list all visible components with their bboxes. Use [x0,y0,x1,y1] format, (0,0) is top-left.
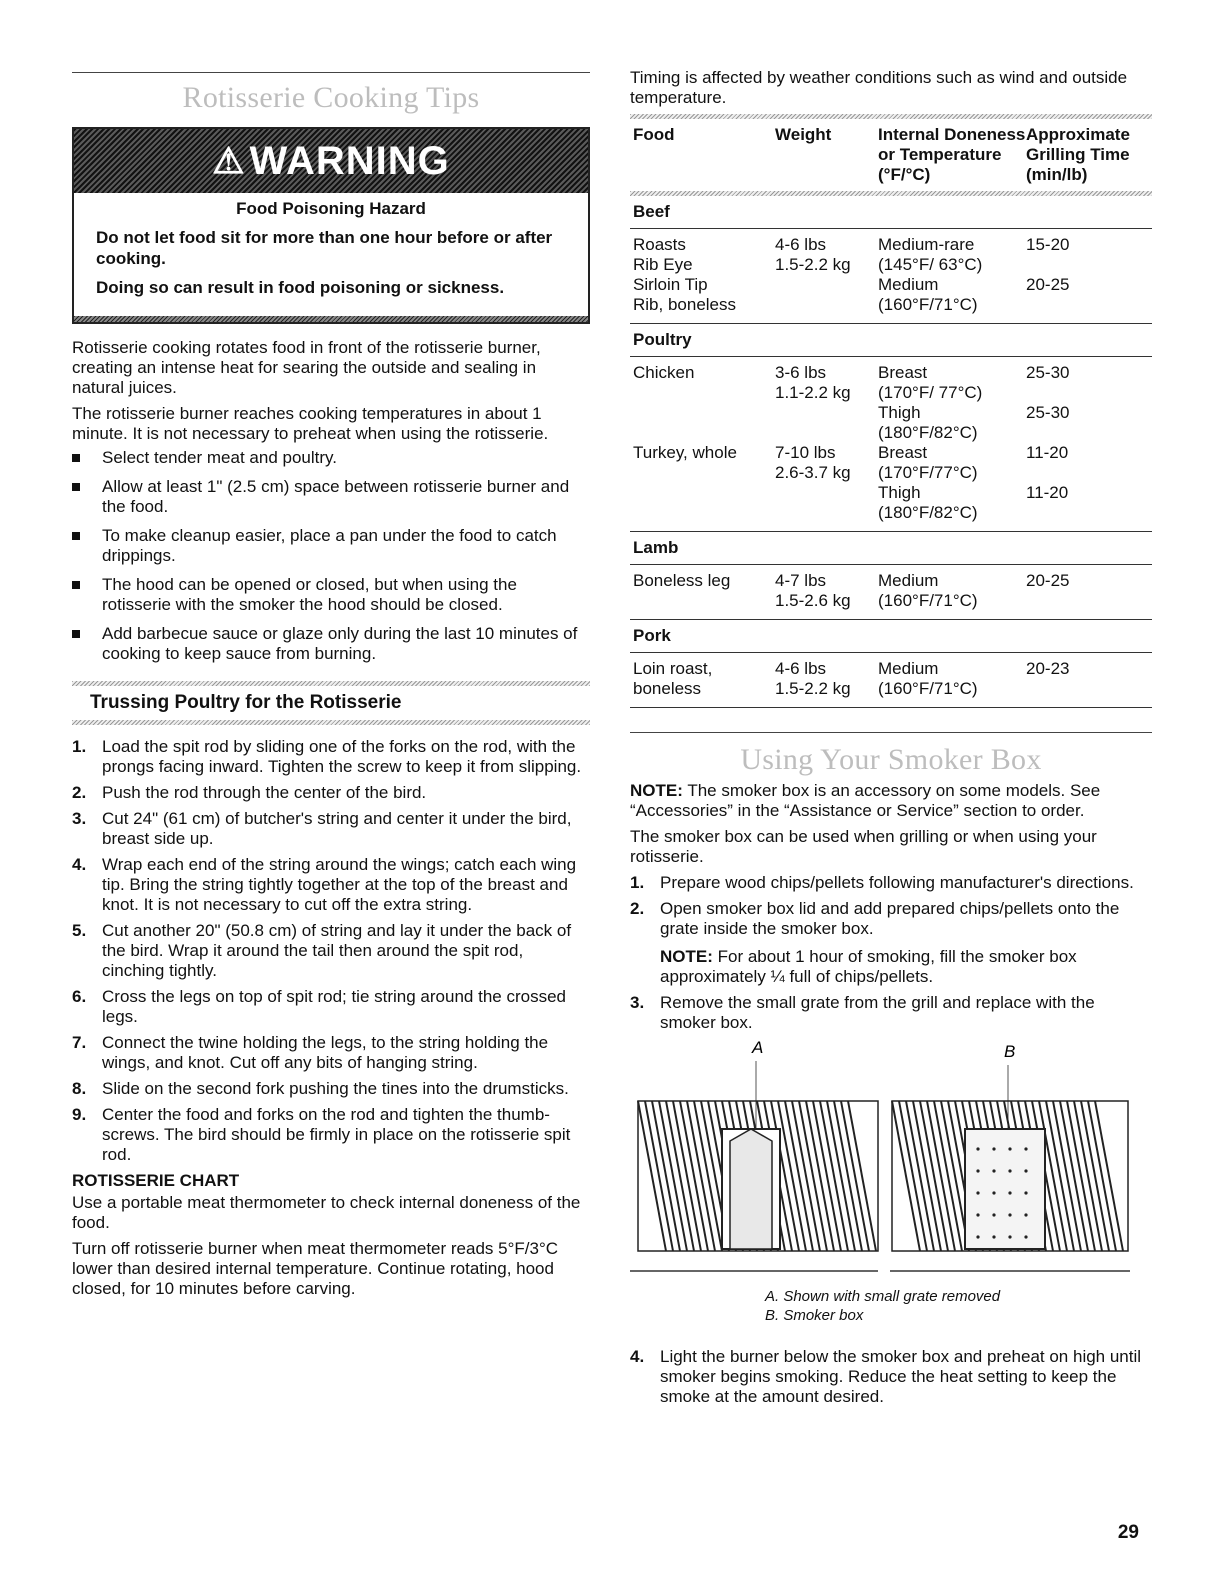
group-name: Poultry [630,324,1152,357]
table-group-row [630,196,1152,229]
smoker-paragraph: The smoker box can be used when grilling or when using your rotisserie. [630,827,1097,866]
smoker-hole [1008,1213,1011,1216]
step-number: 2. [72,783,87,802]
grate-bar [1095,1101,1123,1251]
smoker-hole [992,1235,995,1238]
step-number: 5. [72,921,87,940]
table-cell: 20-25 [1026,565,1152,620]
burner-shape [730,1129,772,1249]
step-text: Push the rod through the center of the bird. [102,783,427,802]
grate-bar [813,1101,841,1251]
warning-bottom-band [74,316,588,322]
list-item: Allow at least 1" (2.5 cm) space between rotisserie burner and the food. [72,477,590,517]
list-item: Add barbecue sauce or glaze only during the last 10 minutes of cooking to keep sauce from burning. [72,624,590,664]
callout-a: A [752,1039,764,1057]
table-cell: Medium (160°F/71°C) [878,653,1026,708]
step-text: Load the spit rod by sliding one of the forks on the rod, with the prongs facing inward. Tighten the screw to keep it from slipping. [102,737,582,776]
warning-header [74,129,588,193]
step-text: Connect the twine holding the legs, to the string holding the wings, and knot. Cut off any bits of hanging string. [102,1033,549,1072]
list-item [72,737,590,777]
step-number: 1. [630,873,645,892]
list-item [630,1347,1152,1407]
grate-bar [687,1101,715,1251]
grate-bar [1046,1101,1074,1251]
group-name: Lamb [630,532,1152,565]
list-item [72,783,590,803]
table-group-row [630,620,1152,653]
timing-note: Timing is affected by weather conditions such as wind and outside temperature. [630,68,1128,107]
list-item [72,1105,590,1165]
smoker-figure [630,1039,1152,1287]
grate-bar [666,1101,694,1251]
warning-line-2: Doing so can result in food poisoning or sickness. [96,278,505,297]
note-label: NOTE: [660,947,713,966]
smoker-hole [976,1235,979,1238]
grate-bar [927,1101,955,1251]
grill-illustration [630,1039,1152,1287]
step-text: Cut 24" (61 cm) of butcher's string and center it under the bird, breast side up. [102,809,572,848]
figure-caption-b: B. Smoker box [765,1307,864,1324]
divider [72,681,590,686]
grate-bar [848,1101,876,1251]
note-text: For about 1 hour of smoking, fill the smoker box approximately ¼ full of chips/pellets. [660,947,1077,986]
table-group-row [630,532,1152,565]
grate-bar [820,1101,848,1251]
tips-list [72,448,590,664]
chart-paragraph-2: Turn off rotisserie burner when meat thermometer reads 5°F/3°C lower than desired internal temperature. Continue rotating, hood closed, for 10 minutes before carving. [72,1239,559,1298]
step-number: 8. [72,1079,87,1098]
smoker-hole [1024,1147,1027,1150]
grate-bar [806,1101,834,1251]
table-cell: Boneless leg [630,565,775,620]
smoker-hole [992,1147,995,1150]
list-item [72,1079,590,1099]
table-cell: 20-23 [1026,653,1152,708]
step-text: Cut another 20" (50.8 cm) of string and lay it under the back of the bird. Wrap it around the tail then around the spit rod, cinching tightly. [102,921,572,980]
grate-bar [1060,1101,1088,1251]
step-number: 3. [72,809,87,828]
grate-bar [778,1101,806,1251]
step-number: 7. [72,1033,87,1052]
intro-paragraph-2: The rotisserie burner reaches cooking temperatures in about 1 minute. It is not necessary to preheat when using the rotisserie. [72,404,549,443]
list-item [72,809,590,849]
list-item [630,873,1152,893]
grate-bar [659,1101,687,1251]
page-number: 29 [1117,1522,1139,1543]
list-item [72,987,590,1027]
list-item: The hood can be opened or closed, but when using the rotisserie with the smoker the hood should be closed. [72,575,590,615]
step-text: Center the food and forks on the rod and tighten the thumb-screws. The bird should be firmly in place on the rotisserie spit rod. [102,1105,571,1164]
grill-grates [638,1101,1128,1251]
grate-bar [920,1101,948,1251]
smoker-hole [992,1169,995,1172]
figure-caption-a: A. Shown with small grate removed [765,1288,1001,1305]
table-cell: Breast (170°F/ 77°C) Thigh (180°F/82°C) Breast (170°F/77°C) Thigh (180°F/82°C) [878,357,1026,532]
table-header-doneness: Internal Doneness or Temperature (°F/°C) [878,125,1026,184]
table-cell: Medium (160°F/71°C) [878,565,1026,620]
group-name: Beef [630,196,1152,229]
divider [72,720,590,725]
grate-bar [913,1101,941,1251]
warning-hazard: Food Poisoning Hazard [236,199,426,218]
step-number: 2. [630,899,645,918]
note-text: The smoker box is an accessory on some models. See “Accessories” in the “Assistance or Service” section to order. [630,781,1101,820]
step-text: Open smoker box lid and add prepared chips/pellets onto the grate inside the smoker box. [660,899,1120,938]
step-text: Wrap each end of the string around the wings; catch each wing tip. Bring the string tightly together at the top of the breast and knot. It is not necessary to cut off the extra string. [102,855,577,914]
step-number: 6. [72,987,87,1006]
warning-body [74,193,588,316]
note-label: NOTE: [630,781,683,800]
warning-box [72,127,590,324]
smoker-hole [1024,1213,1027,1216]
grate-bar [934,1101,962,1251]
left-column [72,72,590,1305]
table-cell: Roasts Rib Eye Sirloin Tip Rib, boneless [630,229,775,324]
grate-bar [1067,1101,1095,1251]
grate-bar [1053,1101,1081,1251]
list-item [72,855,590,915]
callout-b: B [1004,1042,1016,1061]
smoker-hole [1024,1235,1027,1238]
trussing-steps [72,737,590,1165]
step-number: 4. [630,1347,645,1366]
list-item [72,921,590,981]
step-number: 4. [72,855,87,874]
table-cell: Chicken Turkey, whole [630,357,775,532]
grate-bar [892,1101,920,1251]
grate-bar [673,1101,701,1251]
rotisserie-chart-body [630,196,1152,708]
intro-paragraph-1: Rotisserie cooking rotates food in front of the rotisserie burner, creating an intense heat for searing the outside and sealing in natural juices. [72,338,541,397]
section-title-rotisserie: Rotisserie Cooking Tips [182,81,480,114]
list-item: To make cleanup easier, place a pan under the food to catch drippings. [72,526,590,566]
step-number: 9. [72,1105,87,1124]
smoker-steps [630,873,1152,1033]
grate-bar [645,1101,673,1251]
table-header-weight: Weight [775,125,832,144]
list-item [630,993,1152,1033]
step-text: Light the burner below the smoker box and preheat on high until smoker begins smoking. Reduce the heat setting to keep the smoke at the amount desired. [660,1347,1142,1406]
grate-bar [785,1101,813,1251]
table-row [630,565,1152,620]
table-cell: 4-6 lbs 1.5-2.2 kg [775,653,878,708]
grate-bar [652,1101,680,1251]
smoker-hole [976,1169,979,1172]
grate-bar [638,1101,666,1251]
step-number: 3. [630,993,645,1012]
warning-label: WARNING [249,138,450,183]
grate-bar [827,1101,855,1251]
smoker-hole [1008,1235,1011,1238]
right-column [630,68,1152,1413]
table-cell: 3-6 lbs 1.1-2.2 kg 7-10 lbs 2.6-3.7 kg [775,357,878,532]
step-text: Slide on the second fork pushing the tines into the drumsticks. [102,1079,569,1098]
rotisserie-chart-heading: ROTISSERIE CHART [72,1171,240,1190]
table-header-food: Food [633,125,675,144]
table-cell: Medium-rare (145°F/ 63°C) Medium (160°F/71°C) [878,229,1026,324]
table-cell: Loin roast, boneless [630,653,775,708]
list-item [630,899,1152,987]
table-cell: 15-20 20-25 [1026,229,1152,324]
warning-line-1: Do not let food sit for more than one hour before or after cooking. [96,228,553,268]
table-row [630,357,1152,532]
grate-bar [1074,1101,1102,1251]
grate-bar [1081,1101,1109,1251]
section-rule [630,732,1152,733]
smoker-hole [1008,1169,1011,1172]
grate-bar [834,1101,862,1251]
table-row [630,229,1152,324]
grate-bar [906,1101,934,1251]
grate-bar [841,1101,869,1251]
group-name: Pork [630,620,1152,653]
table-header-row [630,119,1152,185]
smoker-hole [992,1191,995,1194]
table-cell: 4-7 lbs 1.5-2.6 kg [775,565,878,620]
table-cell: 4-6 lbs 1.5-2.2 kg [775,229,878,324]
table-cell: 25-30 25-30 11-20 11-20 [1026,357,1152,532]
smoker-note [630,781,1152,821]
grate-bar [1088,1101,1116,1251]
smoker-hole [992,1213,995,1216]
table-row [630,653,1152,708]
smoker-hole [1024,1191,1027,1194]
smoker-steps-cont [630,1347,1152,1407]
smoker-hole [976,1191,979,1194]
smoker-hole [1024,1169,1027,1172]
step-text: Cross the legs on top of spit rod; tie string around the crossed legs. [102,987,566,1026]
step-note [660,947,1152,987]
smoker-hole [1008,1147,1011,1150]
grate-bar [792,1101,820,1251]
list-item: Select tender meat and poultry. [72,448,590,468]
step-number: 1. [72,737,87,756]
grate-bar [680,1101,708,1251]
grate-bar [899,1101,927,1251]
chart-paragraph-1: Use a portable meat thermometer to check internal doneness of the food. [72,1193,581,1232]
rotisserie-chart-table [630,119,1152,196]
grate-bar [799,1101,827,1251]
smoker-hole [976,1147,979,1150]
smoker-hole [976,1213,979,1216]
warning-triangle-icon: ⚠ [212,140,246,181]
list-item [72,1033,590,1073]
trussing-heading: Trussing Poultry for the Rotisserie [90,692,402,713]
grate-bar [694,1101,722,1251]
top-rule [72,72,590,73]
step-text: Prepare wood chips/pellets following manufacturer's directions. [660,873,1134,892]
table-header-time: Approximate Grilling Time (min/lb) [1026,125,1130,184]
step-text: Remove the small grate from the grill and replace with the smoker box. [660,993,1095,1032]
smoker-box-shape [965,1129,1045,1249]
table-group-row [630,324,1152,357]
smoker-hole [1008,1191,1011,1194]
section-title-smoker: Using Your Smoker Box [740,743,1042,776]
